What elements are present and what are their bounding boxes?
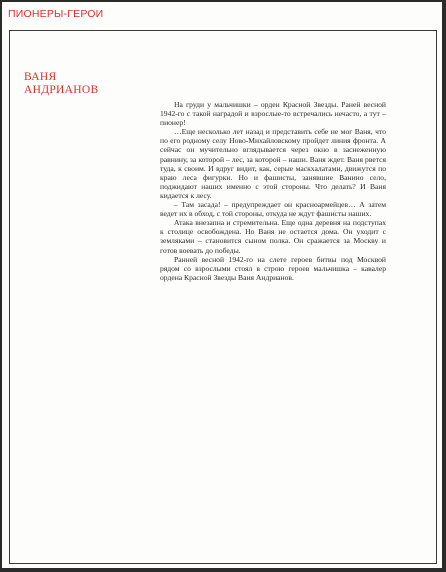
article-paragraph: Ранней весной 1942-го на слете героев битвы под Москвой рядом со взрослыми стоял в строю героев мальчишка – кавалер ордена Красной Звезды Ваня Андрианов. — [160, 254, 386, 282]
article-paragraph: …Еще несколько лет назад и представить себе не мог Ваня, что по его родному селу Ново-Михайловскому пройдет линия фронта. А сейчас он мучительно вглядывается через окно в заснеженную равнину, за которой – лес, за которой – наши. Ваня ждет. Ваня рвется туда, к своим. И вдруг видит, как, серые маскхалатами, движутся по краю леса фигурки. Но и фашисты, занявшие Ванино село, поджидают наших именно с этой стороны. Что делать? И Ваня кидается к лесу. — [160, 127, 386, 200]
section-header: ПИОНЕРЫ-ГЕРОИ — [8, 8, 104, 20]
article-paragraph: На груди у мальчишки – орден Красной Звезды. Раней весной 1942-го с такой наградой и взрослые-то встречались нечасто, а тут – пионер! — [160, 100, 386, 128]
article-paragraph: Атака внезапна и стремительна. Еще одна деревня на подступах к столице освобождена. Но Ваня не остается дома. Он уходит с земляками – становится сыном полка. Он сражается за Москву и готов воевать до победы. — [160, 218, 386, 255]
page — [2, 2, 442, 568]
hero-last-name: АНДРИАНОВ — [24, 84, 99, 96]
article-paragraph: – Там засада! – предупреждает он красноармейцев… А затем ведет их в обход, с той стороны, откуда не ждут фашисты наших. — [160, 200, 386, 219]
article-text — [160, 100, 386, 282]
hero-name — [24, 71, 154, 97]
hero-first-name: ВАНЯ — [24, 71, 57, 83]
